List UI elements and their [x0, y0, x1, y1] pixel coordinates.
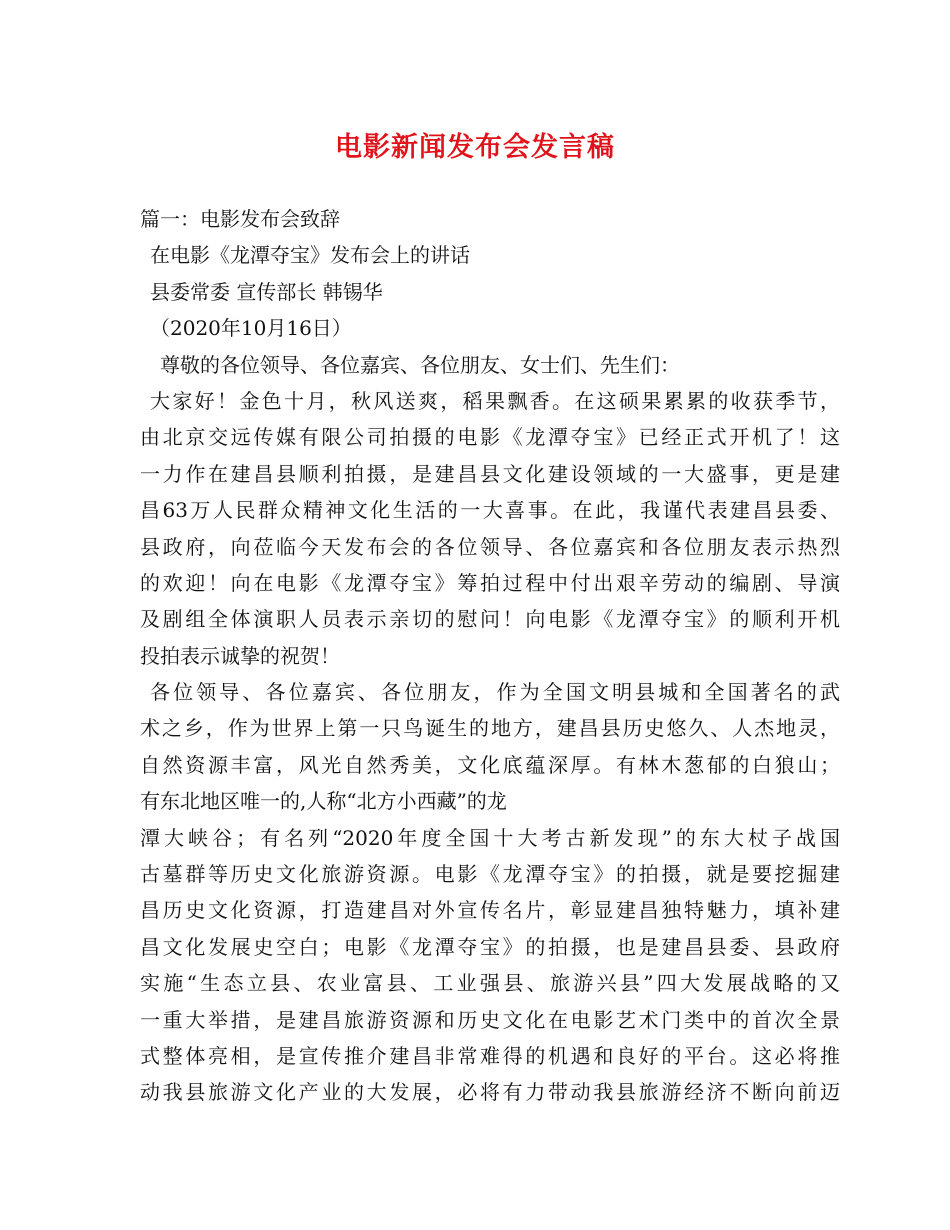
- text-line: 昌文化发展史空白；电影《龙潭夺宝》的拍摄，也是建昌县委、县政府: [140, 934, 840, 959]
- text-line: 昌63万人民群众精神文化生活的一大喜事。在此，我谨代表建昌县委、: [140, 498, 840, 523]
- text-line: 潭大峡谷；有名列“2020年度全国十大考古新发现”的东大杖子战国: [140, 825, 840, 850]
- text-line: 县委常委 宣传部长 韩锡华: [150, 279, 383, 304]
- text-line: 由北京交远传媒有限公司拍摄的电影《龙潭夺宝》已经正式开机了！这: [140, 425, 840, 450]
- text-line: 在电影《龙潭夺宝》发布会上的讲话: [150, 243, 470, 268]
- text-line: 篇一：电影发布会致辞: [140, 207, 340, 231]
- text-line: 的欢迎！向在电影《龙潭夺宝》筹拍过程中付出艰辛劳动的编剧、导演: [140, 570, 840, 595]
- text-line: 一力作在建昌县顺利拍摄，是建昌县文化建设领域的一大盛事，更是建: [140, 461, 840, 486]
- text-line: 古墓群等历史文化旅游资源。电影《龙潭夺宝》的拍摄，就是要挖掘建: [140, 862, 840, 887]
- text-line: 一重大举措，是建昌旅游资源和历史文化在电影艺术门类中的首次全景: [140, 1007, 840, 1032]
- text-line: 尊敬的各位领导、各位嘉宾、各位朋友、女士们、先生们：: [160, 352, 680, 377]
- document-title: 电影新闻发布会发言稿: [335, 132, 615, 163]
- text-line: 县政府，向莅临今天发布会的各位领导、各位嘉宾和各位朋友表示热烈: [140, 534, 840, 559]
- text-line: 有东北地区唯一的,人称“北方小西藏”的龙: [140, 789, 507, 814]
- text-line: 式整体亮相，是宣传推介建昌非常难得的机遇和良好的平台。这必将推: [140, 1043, 840, 1068]
- text-line: 昌历史文化资源，打造建昌对外宣传名片，彰显建昌独特魅力，填补建: [140, 898, 840, 923]
- text-line: 实施“生态立县、农业富县、工业强县、旅游兴县”四大发展战略的又: [140, 971, 840, 996]
- text-line: 术之乡，作为世界上第一只鸟诞生的地方，建昌县历史悠久、人杰地灵，: [140, 716, 840, 741]
- text-line: （2020年10月16日）: [150, 316, 352, 341]
- text-line: 及剧组全体演职人员表示亲切的慰问！向电影《龙潭夺宝》的顺利开机: [140, 607, 840, 632]
- text-line: 各位领导、各位嘉宾、各位朋友，作为全国文明县城和全国著名的武: [150, 680, 840, 705]
- text-line: 动我县旅游文化产业的大发展，必将有力带动我县旅游经济不断向前迈: [140, 1080, 840, 1105]
- text-line: 大家好！金色十月，秋风送爽，稻果飘香。在这硕果累累的收获季节，: [150, 388, 840, 413]
- text-line: 投拍表示诚挚的祝贺！: [140, 643, 340, 668]
- document-body: [140, 201, 840, 1111]
- text-line: 自然资源丰富，风光自然秀美，文化底蕴深厚。有林木葱郁的白狼山；: [140, 752, 840, 777]
